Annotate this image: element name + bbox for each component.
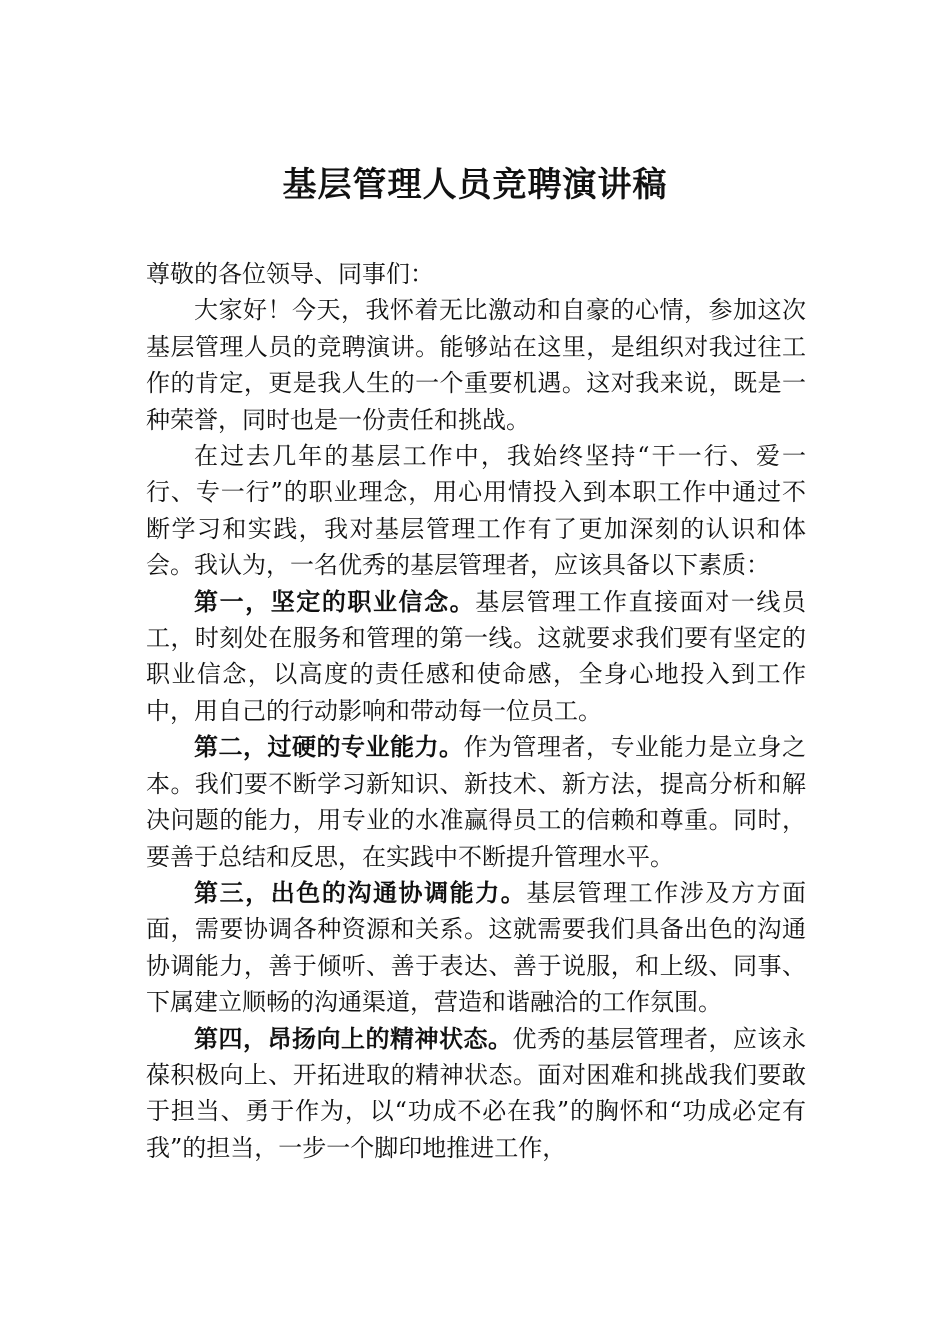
paragraph-lead: 第四，昂扬向上的精神状态。 xyxy=(194,1024,513,1053)
paragraph-point-4 xyxy=(146,1021,806,1167)
paragraph-text: 优秀的基层管理者，应该永葆积极向上、开拓进取的精神状态。面对困难和挑战我们要敢于担当、勇于作为，以“功成不必在我”的胸怀和“功成必定有我”的担当，一步一个脚印地推进工作， xyxy=(146,1024,806,1162)
paragraph-lead: 第一，坚定的职业信念。 xyxy=(194,587,476,616)
paragraph-lead: 第二，过硬的专业能力。 xyxy=(194,733,464,762)
paragraph-experience xyxy=(146,438,806,584)
paragraph-intro xyxy=(146,292,806,438)
document-body xyxy=(146,256,806,1166)
paragraph-lead: 第三，出色的沟通协调能力。 xyxy=(194,878,527,907)
paragraph-text: 基层管理工作直接面对一线员工，时刻处在服务和管理的第一线。这就要求我们要有坚定的职业信念，以高度的责任感和使命感，全身心地投入到工作中，用自己的行动影响和带动每一位员工。 xyxy=(146,587,807,725)
paragraph-point-3 xyxy=(146,875,806,1021)
paragraph-text: 在过去几年的基层工作中，我始终坚持“干一行、爱一行、专一行”的职业理念，用心用情投入到本职工作中通过不断学习和实践，我对基层管理工作有了更加深刻的认识和体会。我认为，一名优秀的基层管理者，应该具备以下素质： xyxy=(146,442,806,580)
paragraph-text: 作为管理者，专业能力是立身之本。我们要不断学习新知识、新技术、新方法，提高分析和解决问题的能力，用专业的水准赢得员工的信赖和尊重。同时，要善于总结和反思，在实践中不断提升管理水平。 xyxy=(146,733,806,871)
paragraph-text: 基层管理工作涉及方方面面，需要协调各种资源和关系。这就需要我们具备出色的沟通协调能力，善于倾听、善于表达、善于说服，和上级、同事、下属建立顺畅的沟通渠道，营造和谐融洽的工作氛围。 xyxy=(146,878,807,1017)
paragraph-text: 大家好！今天，我怀着无比激动和自豪的心情，参加这次基层管理人员的竞聘演讲。能够站在这里，是组织对我过往工作的肯定，更是我人生的一个重要机遇。这对我来说，既是一种荣誉，同时也是一份责任和挑战。 xyxy=(146,296,806,434)
paragraph-point-2 xyxy=(146,729,806,875)
greeting-line: 尊敬的各位领导、同事们： xyxy=(146,260,434,288)
document-title: 基层管理人员竞聘演讲稿 xyxy=(282,165,668,205)
paragraph-point-1 xyxy=(146,584,806,730)
